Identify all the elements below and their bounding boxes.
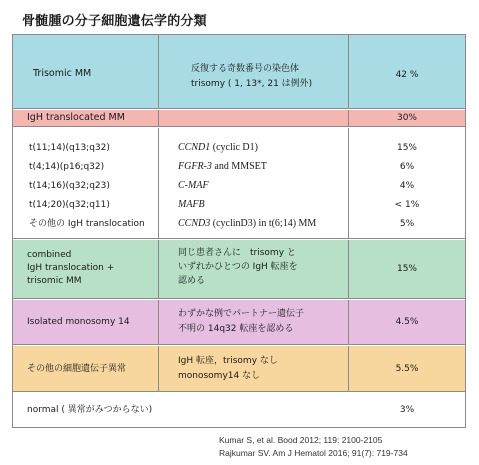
igh-sub-gene — [178, 217, 316, 231]
col-divider — [158, 128, 159, 238]
col-divider — [158, 110, 159, 126]
gene-extra: and MMSET — [211, 161, 267, 172]
monosomy-name: Isolated monosomy 14 — [27, 317, 130, 327]
row-combined — [13, 240, 465, 299]
col-divider — [158, 346, 159, 391]
igh-subrows — [13, 128, 465, 239]
combined-desc-line3: 認める — [178, 276, 206, 286]
igh-sub-percent: 15% — [396, 143, 417, 153]
other-percent: 5.5% — [395, 364, 419, 374]
combined-percent: 15% — [396, 264, 417, 274]
igh-sub-gene — [178, 198, 205, 212]
gene-extra: (cyclinD3) in t(6;14) MM — [210, 218, 317, 229]
igh-sub-gene — [178, 141, 258, 155]
normal-name: normal ( 異常がみつからない) — [27, 405, 153, 415]
gene-name: CCND1 — [178, 142, 211, 153]
gene-name: CCND3 — [178, 218, 211, 229]
row-other — [13, 346, 465, 392]
igh-sub-percent: 4% — [399, 181, 415, 191]
row-trisomic — [13, 35, 465, 109]
igh-sub-name: t(14;16)(q32;q23) — [29, 181, 110, 191]
other-desc-line1: IgH 転座，trisomy なし — [178, 356, 278, 366]
igh-name: IgH translocated MM — [27, 112, 125, 123]
other-name: その他の細胞遺伝子異常 — [27, 364, 127, 374]
combined-name-line2: IgH translocation + — [27, 263, 115, 273]
trisomic-desc-line2: trisomy ( 1, 13*, 21 は例外) — [191, 79, 313, 89]
igh-sub-percent: 6% — [399, 162, 415, 172]
combined-name-line3: trisomic MM — [27, 276, 82, 286]
row-monosomy — [13, 300, 465, 345]
igh-sub-name: t(4;14)(p16;q32) — [29, 162, 105, 172]
trisomic-desc-line1: 反復する奇数番号の染色体 — [191, 64, 300, 74]
igh-sub-percent: 5% — [399, 219, 415, 229]
references — [219, 434, 408, 460]
combined-name-line1: combined — [27, 250, 72, 260]
igh-sub-name: その他の IgH translocation — [29, 219, 145, 229]
igh-sub-gene — [178, 179, 209, 193]
col-divider — [158, 35, 159, 108]
monosomy-percent: 4.5% — [395, 317, 419, 327]
other-desc-line2: monosomy14 なし — [178, 371, 261, 381]
igh-percent: 30% — [396, 113, 417, 123]
igh-sub-name: t(14;20)(q32;q11) — [29, 200, 110, 210]
monosomy-desc-line2: 不明の 14q32 転座を認める — [178, 324, 294, 334]
igh-sub-percent: < 1% — [394, 200, 420, 210]
trisomic-name: Trisomic MM — [33, 68, 92, 79]
gene-name: C-MAF — [178, 180, 209, 191]
reference-2: Rajkumar SV. Am J Hematol 2016; 91(7): 719-734 — [219, 448, 408, 458]
classification-table — [12, 34, 466, 428]
reference-1: Kumar S, et al. Bood 2012; 119: 2100-2105 — [219, 435, 383, 445]
combined-desc-line1: 同じ患者さんに trisomy と — [178, 248, 296, 258]
gene-name: FGFR-3 — [178, 161, 212, 172]
igh-sub-gene — [178, 160, 267, 174]
row-normal — [13, 393, 465, 427]
normal-percent: 3% — [399, 405, 415, 415]
monosomy-desc-line1: わずかな例でパートナー遺伝子 — [178, 309, 305, 319]
trisomic-percent: 42 % — [395, 70, 419, 80]
igh-sub-name: t(11;14)(q13;q32) — [29, 143, 110, 153]
combined-desc-line2: いずれかひとつの IgH 転座を — [178, 262, 298, 272]
gene-name: MAFB — [178, 199, 205, 210]
col-divider — [158, 300, 159, 344]
row-igh-header — [13, 110, 465, 127]
col-divider — [158, 240, 159, 298]
gene-extra: (cyclic D1) — [210, 142, 258, 153]
page-title: 骨髄腫の分子細胞遺伝学的分類 — [22, 14, 207, 29]
